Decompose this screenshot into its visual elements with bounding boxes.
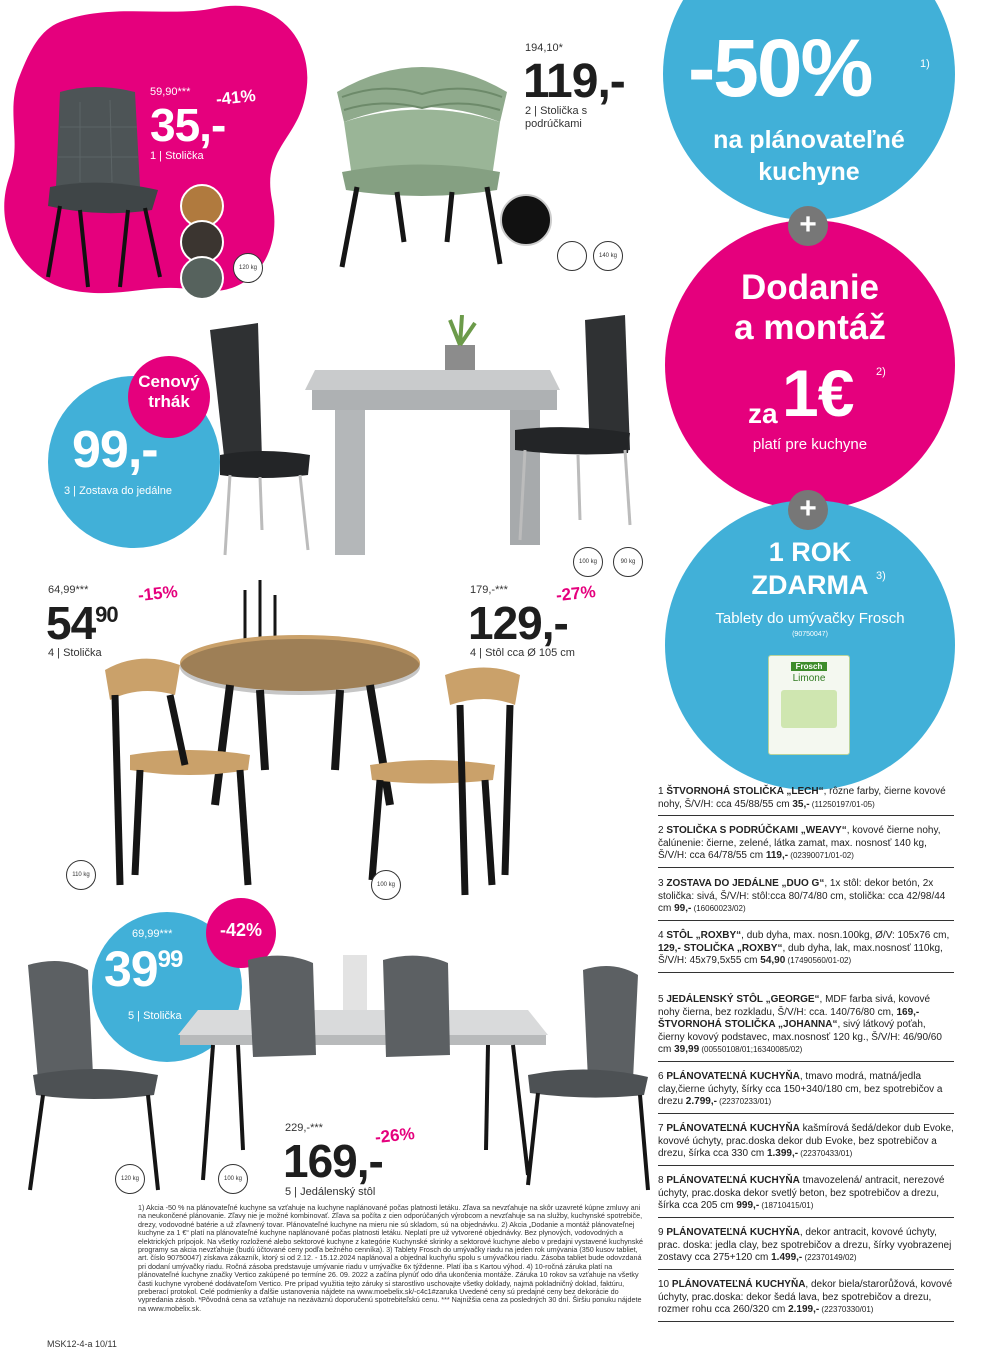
delivery-sub: platí pre kuchyne <box>752 436 868 453</box>
p5-price-int: 39 <box>104 941 158 997</box>
spec-name: JEDÁLENSKÝ STÔL „GEORGE“ <box>666 994 820 1005</box>
weight-load-icon: 90 kg <box>613 547 643 577</box>
rok-line1: 1 ROK <box>768 537 852 567</box>
p1-price: 35,- <box>150 99 226 151</box>
delivery-one-euro: 1€ <box>782 356 854 430</box>
spec-code: (17490560/01-02) <box>785 956 852 965</box>
chair-weavy-image <box>322 52 522 272</box>
footnote-ref-1: 1) <box>920 58 930 70</box>
pack-variant: Limone <box>792 673 826 684</box>
spec-name-2: ŠTVORNOHÁ STOLIČKA „JOHANNA“ <box>658 1019 838 1030</box>
weight-load-icon: 120 kg <box>233 253 263 283</box>
spec-item <box>658 994 954 1062</box>
promo-year-text <box>665 536 955 602</box>
p4-discount: -15% <box>137 581 179 606</box>
p2-price: 119,- <box>523 55 625 108</box>
promo-kitchens-text <box>663 124 955 188</box>
spec-text: , MDF farba sivá, kovové nohy čierna, bez rozkladu, Š/V/H: cca. 140/76/80 cm, <box>658 994 931 1018</box>
color-swatch-green[interactable] <box>180 256 224 300</box>
spec-item <box>658 878 954 921</box>
tablets-code: (90750047) <box>792 631 828 638</box>
spec-code: (18710415/01) <box>759 1201 814 1210</box>
spec-price: 99,- <box>674 903 692 914</box>
spec-text: tmavozelená/ antracit, nerezové úchyty, prac.doska dekor svetlý beton, bez spotrebičov a drezu, šírka cca 205 cm <box>658 1175 945 1211</box>
spec-item <box>658 1071 954 1114</box>
promo-delivery-text <box>665 268 955 348</box>
spec-number: 8 <box>658 1175 664 1186</box>
page-code: MSK12-4-a 10/11 <box>47 1339 117 1349</box>
p5b-price: 169,- <box>283 1135 383 1187</box>
plus-icon: + <box>788 206 828 246</box>
delivery-za: za <box>748 398 778 429</box>
badge-line1: Cenový <box>138 372 200 391</box>
weight-load-icon: 100 kg <box>218 1164 248 1194</box>
promo-big-discount: -50% <box>688 23 872 114</box>
p4b-discount: -27% <box>555 581 597 606</box>
spec-name: STÔL „ROXBY“ <box>666 930 742 941</box>
spec-name: ŠTVORNOHÁ STOLIČKA „LECH“ <box>666 786 824 797</box>
footnote-text: 1) Akcia -50 % na plánovateľné kuchyne sa vzťahuje na kuchyne naplánované počas platnosti letáku. Zľava sa nevzťahuje na skôr uzavreté kúpne zmluvy ani na neukončené plánovanie. Zľavy nie je možné kombinovať. Zľava sa počíta z cien odporúčaných výrobcom a nevzťahuje sa na služby, kuchynské spotrebiče, drezy, vodovodné batérie a už zľavnený tovar. Plánovateľné kuchyne na mieru nie sú skladom, sú na objednávku. 2) Akcia „Dodanie a montáž plánovateľnej kuchyne za 1 €“ platí na plánovateľné kuchyne naplánované počas platnosti letáku. Neplatí pre už vytvorené objednávky. Bez plynových, vodovodných a elektrických prípojok. Na všetky rozložené alebo sektorové kuchyne z kategórie Kuchynské skrinky a sektorové kuchyne alebo v predajni vystavené kuchynské programy sa akcia nevzťahuje (budú účtované ceny podľa bežného cenníka). 3) Tablety Frosch do umývačky riadu na jeden rok umývania (350 kusov tabliet, art. číslo 90750047) získava zákazník, ktorý si od 2.12. - 15.12.2024 naplánoval a objednal kuchyňu spolu s umývačkou riadu. Zásoba tabliet bude odovzdaná pri dodaní umývačky riadu. Ročná zásoba predstavuje umývanie riadu v umývačke 6x týždenne. Platí iba s Kartou výhod. 4) 10-ročná záruka platí na plánovateľné kuchyne značky Vertico zakúpené po termíne 26. 09. 2022 a začína plynúť odo dňa ukončenia montáže. Záruka 10 rokov sa vzťahuje na všetky časti kuchyne vyrobené dodávateľom Vertico. Pre prípad využitia tejto záruky si starostlivo uschovajte všetky doklady, najmä pokladničný doklad, faktúru, preberací protokol. Celé podmienky a ďalšie ustanovenia nájdete na www.moebelix.sk/-c4c1#zaruka Uvedené ceny sú predajné ceny bez dekorácie do vypredania zásob. *Pôvodná cena sa vzťahuje na nezáväznú doporučenú spotrebiteľskú cenu. *** Najnižšia cena za posledných 30 dní. Širšiu ponuku nájdete na www.mobelix.sk. <box>138 1203 643 1313</box>
spec-price: 2.799,- <box>685 1096 717 1107</box>
spec-text: , rôzne farby, čierne kovové nohy, Š/V/H: cca 45/88/55 cm <box>658 786 946 810</box>
spec-number: 9 <box>658 1227 664 1238</box>
spec-price: 169,- <box>896 1006 920 1018</box>
spec-code: (00550108/01;16340085/02) <box>699 1045 803 1054</box>
footnote-ref-2: 2) <box>876 366 886 378</box>
spec-name: PLÁNOVATEĽNÁ KUCHYŇA <box>666 1227 800 1238</box>
weight-load-icon: 100 kg <box>573 547 603 577</box>
p4-price-int: 54 <box>46 597 96 649</box>
spec-code: (22370233/01) <box>716 1097 772 1106</box>
p3-caption: 3 | Zostava do jedálne <box>64 485 173 497</box>
spec-code: (22370149/02) <box>802 1253 857 1262</box>
spec-text: , kovové čierne nohy, čalúnenie: čierne, zelené, látka zamat, max. nosnosť 140 kg, Š/V/H: cca 64/78/55 cm <box>658 825 941 861</box>
spec-code: (16060023/02) <box>691 904 746 913</box>
spec-number: 3 <box>658 878 664 889</box>
p5b-old-price: 229,-*** <box>285 1122 323 1134</box>
spec-item <box>658 1279 954 1322</box>
spec-text: , dekor antracit, kovové úchyty, prac. doska: jedla clay, bez spotrebičov a drezu, šírky vyobrazenej zostavy cca 275+120 cm <box>658 1227 952 1263</box>
spec-text: kašmírová šedá/dekor dub Evoke, kovové úchyty, prac.doska dekor dub Evoke, bez spotrebičov a drezu, šírka cca 330 cm <box>658 1123 954 1159</box>
price-hit-badge <box>128 372 210 412</box>
p2-caption-line1: 2 | Stolička s <box>525 105 588 117</box>
spec-name: PLÁNOVATEĽNÁ KUCHYŇA <box>666 1123 800 1134</box>
spec-number: 5 <box>658 994 664 1005</box>
p4b-price: 129,- <box>468 597 568 649</box>
spec-price-2: 39,99 <box>674 1044 700 1055</box>
spec-price-2: 54,90 <box>760 955 786 966</box>
p1-discount: -41% <box>215 85 257 110</box>
frosch-pack-image <box>768 655 850 755</box>
promo-line1: na plánovateľné <box>713 126 905 154</box>
spec-item <box>658 1175 954 1218</box>
spec-code: (22370433/01) <box>798 1149 853 1158</box>
spec-text: , dub dyha, max. nosn.100kg, Ø/V: 105x76 cm, <box>741 930 950 941</box>
spec-number: 10 <box>658 1279 670 1290</box>
weight-load-icon: 110 kg <box>66 860 96 890</box>
p5-discount: -42% <box>219 920 263 940</box>
color-swatch-black[interactable] <box>500 194 552 246</box>
spec-price: 1.499,- <box>771 1252 803 1263</box>
spec-item <box>658 1123 954 1166</box>
spec-name: PLÁNOVATEĽNÁ KUCHYŇA <box>666 1071 800 1082</box>
p4-caption: 4 | Stolička <box>48 647 102 659</box>
p5-caption: 5 | Stolička <box>128 1010 182 1022</box>
rok-line2: ZDARMA <box>751 570 869 600</box>
spec-text-2: , sivý látkový poťah, čierny kovový podstavec, max.nosnosť 120 kg., Š/V/H: 46/90/60 cm <box>658 1019 942 1055</box>
spec-item <box>658 1227 954 1270</box>
spec-text: , 1x stôl: dekor betón, 2x stolička: sivá, Š/V/H: stôl:cca 80/74/80 cm, stolička: cca 42/98/44 cm <box>658 878 946 914</box>
dining-set-duo-image <box>200 315 650 560</box>
spec-name-2: STOLIČKA „ROXBY“ <box>680 942 783 954</box>
p4-price-dec: 90 <box>95 602 118 627</box>
fabric-icon <box>557 241 587 271</box>
p4-old-price: 64,99*** <box>48 584 89 596</box>
p3-price: 99,- <box>72 421 158 479</box>
tablets-text: Tablety do umývačky Frosch <box>715 610 905 627</box>
spec-name: PLÁNOVATEĽNÁ KUCHYŇA <box>671 1279 806 1290</box>
p1-old-price: 59,90*** <box>150 86 191 98</box>
spec-item <box>658 786 954 816</box>
spec-price: 129,- <box>658 942 681 954</box>
spec-price: 119,- <box>765 850 789 861</box>
p2-caption-line2: podrúčkami <box>525 118 582 130</box>
spec-price: 999,- <box>736 1200 760 1211</box>
delivery-line1: Dodanie <box>740 268 880 307</box>
spec-price: 1.399,- <box>766 1148 799 1159</box>
spec-code: (22370330/01) <box>819 1305 874 1314</box>
badge-line2: trhák <box>148 392 190 411</box>
spec-name: ZOSTAVA DO JEDÁLNE „DUO G“ <box>666 878 825 889</box>
spec-name: PLÁNOVATEĽNÁ KUCHYŇA <box>666 1175 800 1186</box>
p5b-discount: -26% <box>374 1123 416 1148</box>
delivery-line2: a montáž <box>734 308 886 347</box>
spec-code: (11250197/01-05) <box>809 799 875 809</box>
spec-text-2: , dub dyha, lak, max.nosnosť 110kg, Š/V/H: 45x79,5x55 cm <box>658 942 943 966</box>
spec-item <box>658 825 954 868</box>
spec-code: (02390071/01-02) <box>788 851 854 860</box>
spec-price: 35,- <box>792 798 810 810</box>
spec-number: 1 <box>658 786 664 797</box>
p4b-old-price: 179,-*** <box>470 584 508 596</box>
weight-load-icon: 120 kg <box>115 1164 145 1194</box>
spec-number: 7 <box>658 1123 664 1134</box>
p5-price-dec: 99 <box>157 946 183 973</box>
pack-brand: Frosch <box>791 662 827 671</box>
weight-load-icon: 140 kg <box>593 241 623 271</box>
spec-text: , tmavo modrá, matná/jedla clay,čierne úchyty, šírky cca 150+340/180 cm, bez spotrebičov a drezu <box>658 1071 943 1107</box>
plus-icon: + <box>788 490 828 530</box>
spec-name: STOLIČKA S PODRÚČKAMI „WEAVY“ <box>666 825 847 836</box>
p2-old-price: 194,10* <box>525 42 563 54</box>
p5-old-price: 69,99*** <box>132 928 173 940</box>
p5b-caption: 5 | Jedálenský stôl <box>285 1186 376 1198</box>
spec-price: 2.199,- <box>788 1304 820 1315</box>
dining-set-roxby-image <box>100 575 540 905</box>
spec-number: 4 <box>658 930 664 941</box>
p1-caption: 1 | Stolička <box>150 150 204 162</box>
promo-line2: kuchyne <box>758 158 860 186</box>
spec-number: 2 <box>658 825 664 836</box>
spec-number: 6 <box>658 1071 664 1082</box>
weight-load-icon: 100 kg <box>371 870 401 900</box>
spec-text: , dekor biela/starorůžová, kovové úchyty, prac.doska: dekor šedá lava, bez spotrebičov a drezu, rozmer rohu cca 260/320 cm <box>658 1279 953 1315</box>
p4b-caption: 4 | Stôl cca Ø 105 cm <box>470 647 575 659</box>
spec-item <box>658 930 954 973</box>
footnote-ref-3: 3) <box>876 570 886 582</box>
